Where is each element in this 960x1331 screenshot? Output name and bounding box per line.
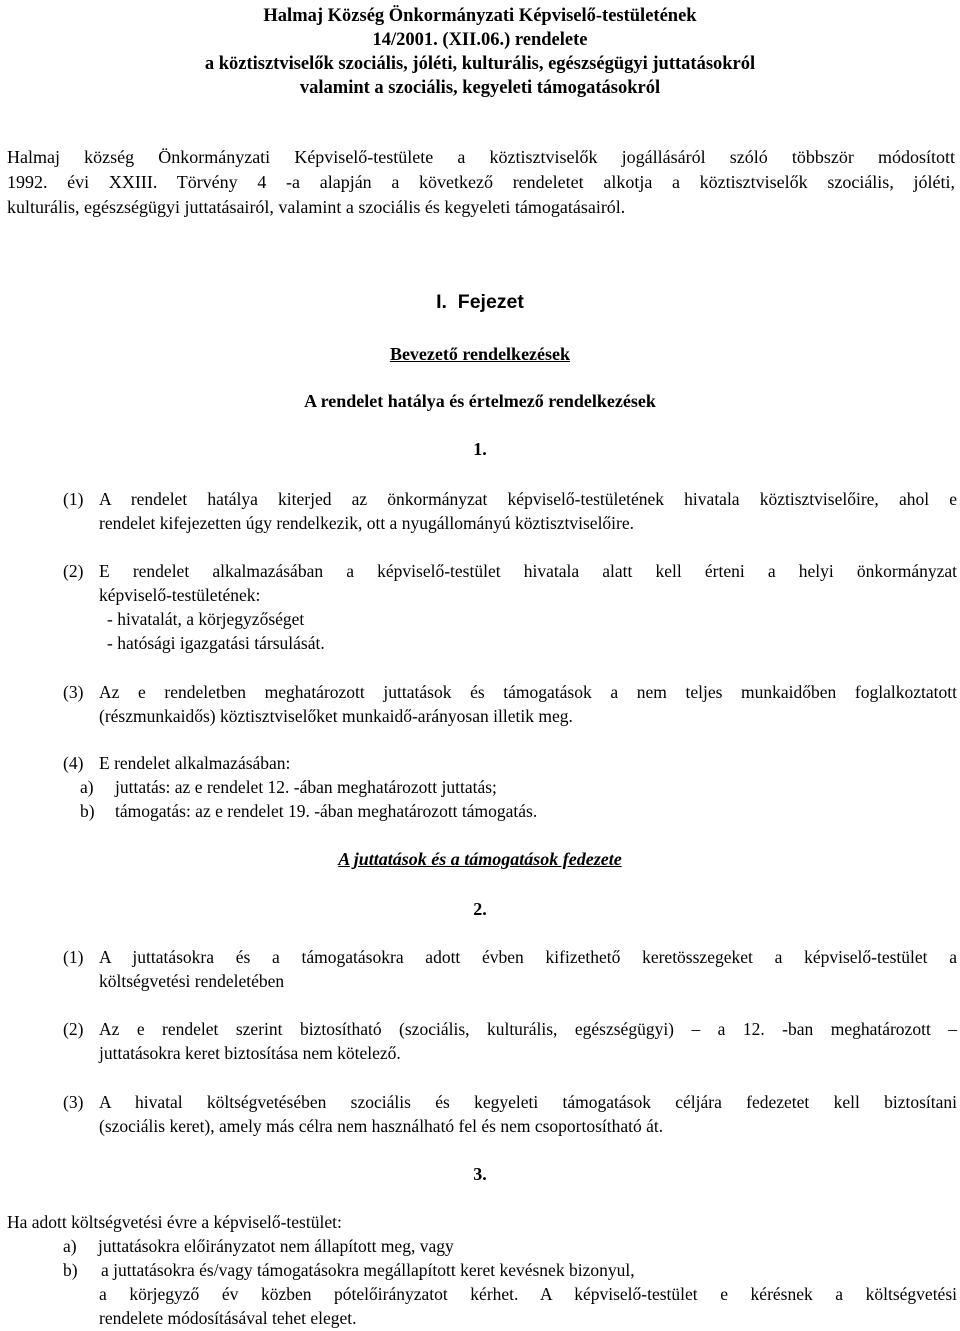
paragraph-line: E rendelet alkalmazásában: <box>99 753 291 773</box>
preamble-line-3: kulturális, egészségügyi juttatásairól, valamint a szociális és kegyeleti támogatásairól. <box>7 197 626 217</box>
paragraph-number: (2) <box>63 1019 84 1039</box>
section-1-paragraph-4 <box>63 751 957 823</box>
paragraph-line: E rendelet alkalmazásában a képviselő-testület hivatala alatt kell érteni a helyi önkormányzat <box>99 561 957 581</box>
document-title <box>0 4 960 100</box>
list-label: b) <box>63 1260 78 1280</box>
title-line-3: a köztisztviselők szociális, jóléti, kulturális, egészségügyi juttatásokról <box>204 54 756 74</box>
list-item: - hivatalát, a körjegyzőséget <box>107 609 305 629</box>
paragraph-line: A rendelet hatálya kiterjed az önkormányzat képviselő-testületének hivatala köztisztviselőire, ahol e <box>99 489 957 509</box>
preamble-line-2: 1992. évi XXIII. Törvény 4 -a alapján a következő rendeletet alkotja a köztisztviselők szociális, jóléti, <box>7 172 955 192</box>
paragraph-number: (4) <box>63 753 84 773</box>
paragraph-number: (3) <box>63 682 84 702</box>
section-1-number: 1. <box>473 439 487 459</box>
section-3-number: 3. <box>473 1164 487 1184</box>
list-item <box>63 1258 957 1282</box>
chapter-title: I. Fejezet <box>436 291 524 313</box>
section-2-number: 2. <box>473 899 487 919</box>
preamble <box>7 145 955 220</box>
section-2-paragraph-1 <box>63 945 957 993</box>
paragraph-line: A juttatásokra és a támogatásokra adott évben kifizethető keretösszegeket a képviselő-testület a <box>99 947 957 967</box>
paragraph-line: Az e rendelet szerint biztosítható (szociális, kulturális, egészségügyi) – a 12. -ban meghatározott – <box>99 1019 957 1039</box>
paragraph-number: (3) <box>63 1092 84 1112</box>
section-2-paragraph-3 <box>63 1090 957 1138</box>
list-item <box>80 775 957 799</box>
title-line-4: valamint a szociális, kegyeleti támogatásokról <box>299 78 661 98</box>
list-item <box>80 799 957 823</box>
list-label: a) <box>80 777 94 797</box>
section-3-intro: Ha adott költségvetési évre a képviselő-testület: <box>7 1212 342 1232</box>
paragraph-number: (1) <box>63 947 84 967</box>
section-1-paragraph-1 <box>63 487 957 535</box>
section-title: A rendelet hatálya és értelmező rendelkezések <box>304 391 656 411</box>
section-1-paragraph-2 <box>63 559 957 655</box>
preamble-line-1: Halmaj község Önkormányzati Képviselő-testülete a köztisztviselők jogállásáról szóló többször módosított <box>7 147 955 167</box>
paragraph-line: A hivatal költségvetésében szociális és kegyeleti támogatások céljára fedezetet kell biztosítani <box>99 1092 957 1112</box>
paragraph-line: költségvetési rendeletében <box>99 971 285 991</box>
list-label: a) <box>63 1236 77 1256</box>
list-item: - hatósági igazgatási társulását. <box>107 633 325 653</box>
paragraph-line: Az e rendeletben meghatározott juttatások és támogatások a nem teljes munkaidőben foglalkoztatott <box>99 682 957 702</box>
paragraph-number: (1) <box>63 489 84 509</box>
paragraph-line: rendelete módosításával tehet eleget. <box>99 1308 357 1328</box>
paragraph-line: (részmunkaidős) köztisztviselőket munkaidő-arányosan illetik meg. <box>99 706 573 726</box>
paragraph-number: (2) <box>63 561 84 581</box>
section-3-body <box>7 1210 957 1330</box>
paragraph-line: a körjegyző év közben pótelőirányzatot kérhet. A képviselő-testület e kérésnek a költségvetési <box>99 1284 957 1304</box>
list-text: juttatás: az e rendelet 12. -ában meghatározott juttatás; <box>115 777 497 797</box>
title-line-2: 14/2001. (XII.06.) rendelete <box>372 30 588 50</box>
list-text: támogatás: az e rendelet 19. -ában meghatározott támogatás. <box>115 801 538 821</box>
list-item <box>63 1234 957 1258</box>
section-2-heading: A juttatások és a támogatások fedezete <box>338 849 622 869</box>
paragraph-line: képviselő-testületének: <box>99 585 261 605</box>
title-line-1: Halmaj Község Önkormányzati Képviselő-testületének <box>263 6 697 26</box>
list-text: juttatásokra előirányzatot nem állapított meg, vagy <box>98 1236 454 1256</box>
paragraph-line: juttatásokra keret biztosítása nem kötelező. <box>99 1043 401 1063</box>
section-2-paragraph-2 <box>63 1017 957 1065</box>
list-label: b) <box>80 801 95 821</box>
paragraph-line: rendelet kifejezetten úgy rendelkezik, ott a nyugállományú köztisztviselőire. <box>99 513 635 533</box>
chapter-subtitle: Bevezető rendelkezések <box>389 344 571 364</box>
list-text: a juttatásokra és/vagy támogatásokra megállapított keret kevésnek bizonyul, <box>101 1260 635 1280</box>
paragraph-line: (szociális keret), amely más célra nem használható fel és nem csoportosítható át. <box>99 1116 664 1136</box>
section-1-paragraph-3 <box>63 680 957 728</box>
